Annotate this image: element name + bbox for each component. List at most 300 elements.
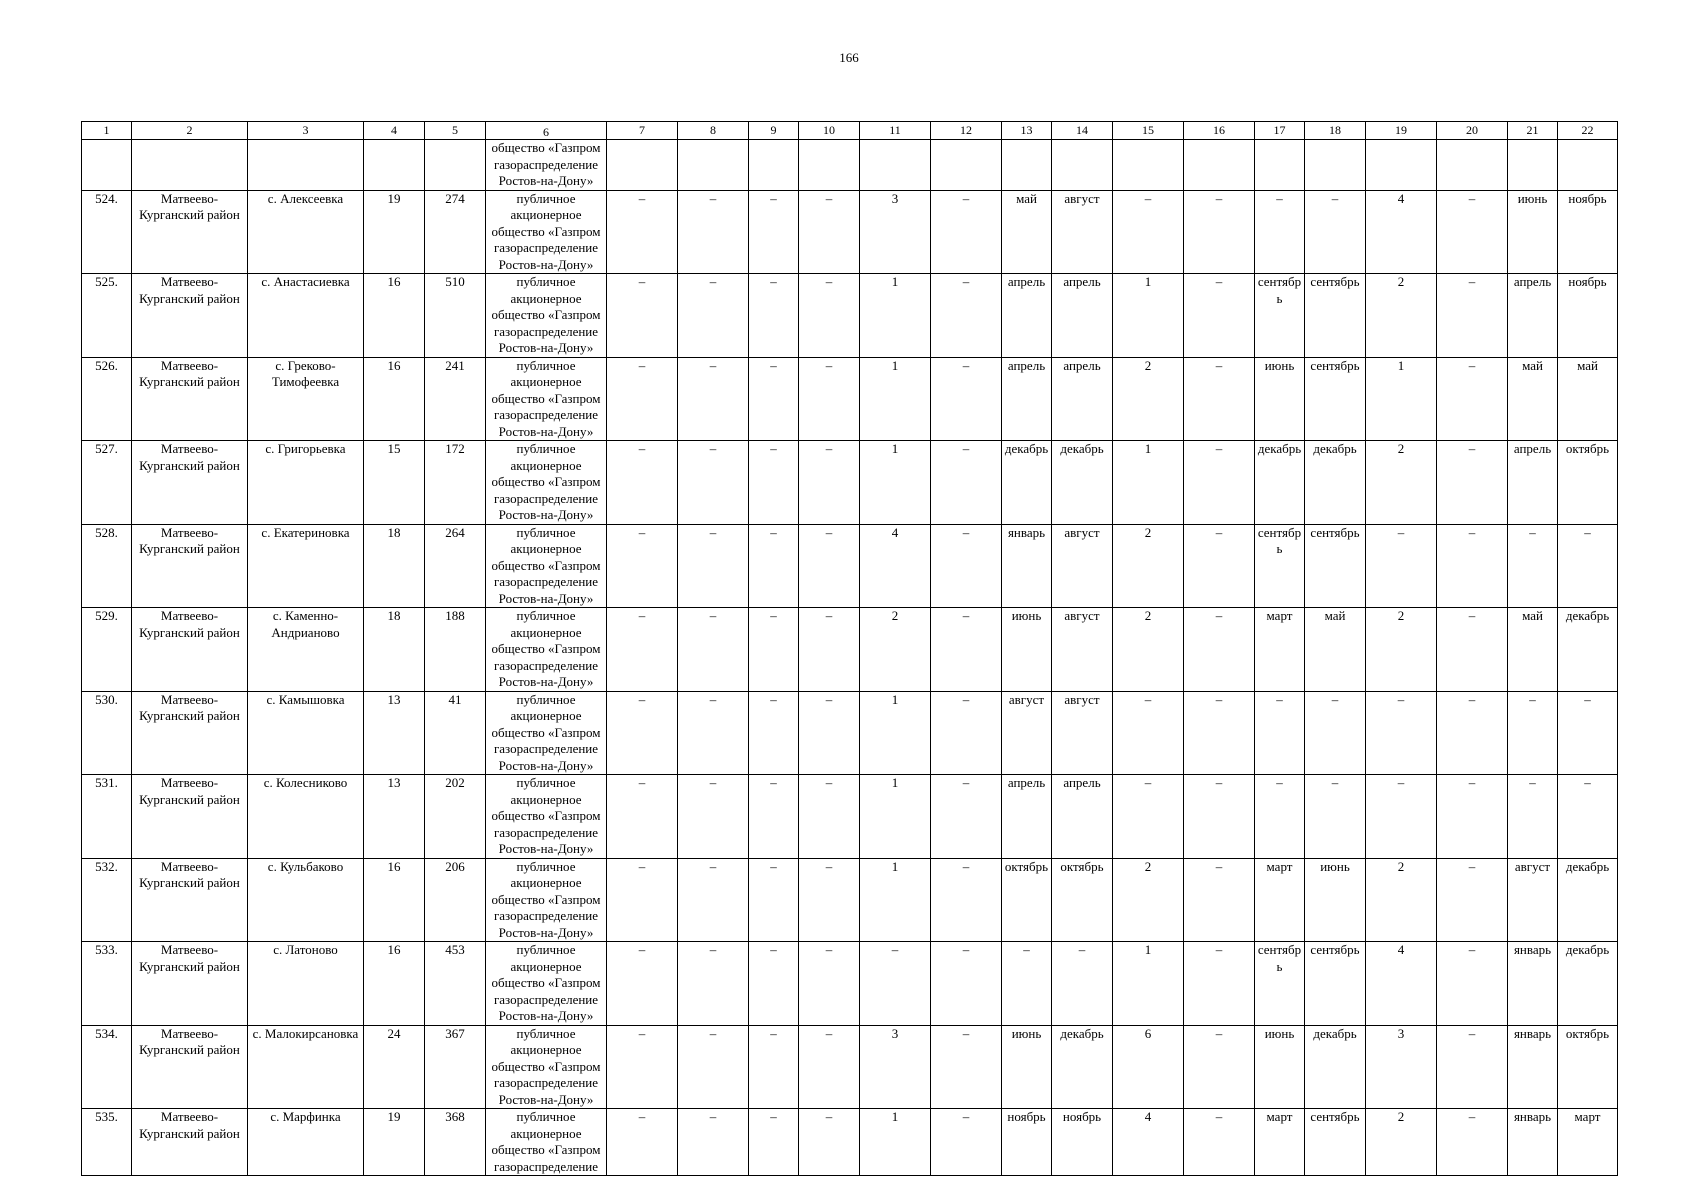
cell-col-22: – [1558, 775, 1618, 859]
cell-col-3: с. Колесниково [248, 775, 364, 859]
column-number-14: 14 [1052, 122, 1113, 140]
cell-col-15: 2 [1113, 608, 1184, 692]
cell-col-19: 2 [1366, 274, 1437, 358]
cell-col-13: апрель [1002, 274, 1052, 358]
cell-col-8 [678, 140, 749, 191]
cell-col-16: – [1184, 691, 1255, 775]
continuation-row [82, 140, 1618, 191]
cell-col-16: – [1184, 274, 1255, 358]
cell-col-9: – [749, 441, 799, 525]
cell-col-18: июнь [1305, 858, 1366, 942]
cell-col-12 [931, 140, 1002, 191]
cell-col-17: июнь [1255, 357, 1305, 441]
cell-col-17: – [1255, 775, 1305, 859]
cell-col-4: 16 [364, 858, 425, 942]
cell-col-22: ноябрь [1558, 274, 1618, 358]
cell-col-5: 264 [425, 524, 486, 608]
cell-col-5: 172 [425, 441, 486, 525]
cell-col-13: апрель [1002, 357, 1052, 441]
cell-col-11: 1 [860, 441, 931, 525]
cell-col-17: март [1255, 608, 1305, 692]
cell-col-19: 4 [1366, 190, 1437, 274]
cell-col-7: – [607, 190, 678, 274]
cell-col-21: январь [1508, 1025, 1558, 1109]
cell-col-7: – [607, 1025, 678, 1109]
cell-col-2: Матвеево-Курганский район [132, 1025, 248, 1109]
cell-col-9: – [749, 942, 799, 1026]
cell-col-7: – [607, 357, 678, 441]
cell-col-10: – [799, 274, 860, 358]
table-row [82, 608, 1618, 692]
cell-col-18: сентябрь [1305, 942, 1366, 1026]
column-number-10: 10 [799, 122, 860, 140]
cell-col-8: – [678, 942, 749, 1026]
cell-col-16: – [1184, 608, 1255, 692]
cell-col-12: – [931, 274, 1002, 358]
cell-col-9 [749, 140, 799, 191]
cell-col-11: 1 [860, 858, 931, 942]
cell-col-15: 1 [1113, 274, 1184, 358]
cell-col-8: – [678, 357, 749, 441]
cell-col-14: ноябрь [1052, 1109, 1113, 1176]
column-number-3: 3 [248, 122, 364, 140]
column-number-17: 17 [1255, 122, 1305, 140]
cell-col-14: – [1052, 942, 1113, 1026]
cell-col-22: октябрь [1558, 1025, 1618, 1109]
cell-col-9: – [749, 274, 799, 358]
cell-col-21: январь [1508, 1109, 1558, 1176]
cell-col-1: 533. [82, 942, 132, 1026]
cell-col-6: публичное акционерное общество «Газпром газораспределение Ростов-на-Дону» [486, 691, 607, 775]
cell-col-11: 1 [860, 1109, 931, 1176]
cell-col-21 [1508, 140, 1558, 191]
cell-col-8: – [678, 858, 749, 942]
cell-col-20: – [1437, 1025, 1508, 1109]
cell-col-14: декабрь [1052, 1025, 1113, 1109]
cell-col-9: – [749, 524, 799, 608]
cell-col-20 [1437, 140, 1508, 191]
column-number-13: 13 [1002, 122, 1052, 140]
cell-col-17: июнь [1255, 1025, 1305, 1109]
table-row [82, 775, 1618, 859]
cell-col-9: – [749, 190, 799, 274]
cell-col-2: Матвеево-Курганский район [132, 190, 248, 274]
cell-col-3: с. Алексеевка [248, 190, 364, 274]
cell-col-7: – [607, 1109, 678, 1176]
cell-col-12: – [931, 691, 1002, 775]
cell-col-12: – [931, 858, 1002, 942]
page-number: 166 [839, 50, 859, 65]
cell-col-8: – [678, 1109, 749, 1176]
cell-col-22: март [1558, 1109, 1618, 1176]
cell-col-18: май [1305, 608, 1366, 692]
cell-col-20: – [1437, 775, 1508, 859]
cell-col-18: сентябрь [1305, 524, 1366, 608]
cell-col-11: 1 [860, 357, 931, 441]
cell-col-13 [1002, 140, 1052, 191]
cell-col-17: – [1255, 691, 1305, 775]
cell-col-5: 206 [425, 858, 486, 942]
cell-col-10: – [799, 1025, 860, 1109]
cell-col-14: апрель [1052, 357, 1113, 441]
cell-col-3: с. Греково-Тимофеевка [248, 357, 364, 441]
column-number-21: 21 [1508, 122, 1558, 140]
cell-col-20: – [1437, 608, 1508, 692]
cell-col-3: с. Латоново [248, 942, 364, 1026]
cell-col-19 [1366, 140, 1437, 191]
cell-col-13: июнь [1002, 1025, 1052, 1109]
cell-col-12: – [931, 190, 1002, 274]
cell-col-6: публичное акционерное общество «Газпром газораспределение Ростов-на-Дону» [486, 274, 607, 358]
cell-col-12: – [931, 524, 1002, 608]
cell-col-18: – [1305, 190, 1366, 274]
cell-col-16: – [1184, 357, 1255, 441]
cell-col-10: – [799, 608, 860, 692]
cell-col-5: 202 [425, 775, 486, 859]
cell-col-4: 13 [364, 691, 425, 775]
column-number-18: 18 [1305, 122, 1366, 140]
cell-col-19: 2 [1366, 441, 1437, 525]
cell-col-2: Матвеево-Курганский район [132, 608, 248, 692]
column-number-11: 11 [860, 122, 931, 140]
cell-col-1: 529. [82, 608, 132, 692]
cell-col-20: – [1437, 1109, 1508, 1176]
cell-col-22: – [1558, 691, 1618, 775]
cell-col-10: – [799, 524, 860, 608]
cell-col-19: 2 [1366, 858, 1437, 942]
cell-col-19: 3 [1366, 1025, 1437, 1109]
table-row [82, 691, 1618, 775]
column-number-9: 9 [749, 122, 799, 140]
cell-col-8: – [678, 775, 749, 859]
cell-col-8: – [678, 274, 749, 358]
cell-col-2: Матвеево-Курганский район [132, 775, 248, 859]
cell-col-5: 368 [425, 1109, 486, 1176]
cell-col-5: 41 [425, 691, 486, 775]
cell-col-21: – [1508, 775, 1558, 859]
column-number-header-row [82, 122, 1618, 140]
cell-col-16: – [1184, 942, 1255, 1026]
cell-col-4: 16 [364, 942, 425, 1026]
cell-col-6: публичное акционерное общество «Газпром газораспределение Ростов-на-Дону» [486, 190, 607, 274]
cell-col-21: май [1508, 357, 1558, 441]
cell-col-20: – [1437, 274, 1508, 358]
cell-col-2: Матвеево-Курганский район [132, 357, 248, 441]
cell-col-21: май [1508, 608, 1558, 692]
table-row [82, 441, 1618, 525]
cell-col-13: апрель [1002, 775, 1052, 859]
cell-col-15: 2 [1113, 524, 1184, 608]
cell-col-21: август [1508, 858, 1558, 942]
cell-col-4 [364, 140, 425, 191]
cell-col-1: 527. [82, 441, 132, 525]
cell-col-21: январь [1508, 942, 1558, 1026]
cell-col-18: сентябрь [1305, 357, 1366, 441]
cell-col-11: 4 [860, 524, 931, 608]
cell-col-16: – [1184, 441, 1255, 525]
cell-col-15: – [1113, 190, 1184, 274]
cell-col-2: Матвеево-Курганский район [132, 1109, 248, 1176]
cell-col-12: – [931, 775, 1002, 859]
cell-col-11: 1 [860, 775, 931, 859]
cell-col-5: 274 [425, 190, 486, 274]
cell-col-2 [132, 140, 248, 191]
cell-col-8: – [678, 608, 749, 692]
cell-col-5: 510 [425, 274, 486, 358]
cell-col-19: 2 [1366, 1109, 1437, 1176]
cell-col-9: – [749, 858, 799, 942]
cell-col-1: 531. [82, 775, 132, 859]
cell-col-12: – [931, 608, 1002, 692]
cell-col-16: – [1184, 1109, 1255, 1176]
cell-col-22: – [1558, 524, 1618, 608]
cell-col-18: декабрь [1305, 1025, 1366, 1109]
cell-col-1: 525. [82, 274, 132, 358]
cell-col-20: – [1437, 441, 1508, 525]
cell-col-4: 16 [364, 274, 425, 358]
cell-col-18 [1305, 140, 1366, 191]
cell-col-9: – [749, 691, 799, 775]
cell-col-4: 24 [364, 1025, 425, 1109]
cell-col-20: – [1437, 942, 1508, 1026]
cell-col-9: – [749, 1109, 799, 1176]
gasification-schedule-table [81, 121, 1618, 1176]
cell-col-7: – [607, 691, 678, 775]
column-number-20: 20 [1437, 122, 1508, 140]
cell-col-5: 367 [425, 1025, 486, 1109]
cell-col-15: 1 [1113, 441, 1184, 525]
cell-col-6: публичное акционерное общество «Газпром газораспределение [486, 1109, 607, 1176]
cell-col-7: – [607, 524, 678, 608]
cell-col-10: – [799, 942, 860, 1026]
cell-col-1: 528. [82, 524, 132, 608]
cell-col-8: – [678, 441, 749, 525]
cell-col-13: – [1002, 942, 1052, 1026]
cell-col-21: апрель [1508, 274, 1558, 358]
cell-col-3: с. Каменно-Андрианово [248, 608, 364, 692]
cell-col-10: – [799, 691, 860, 775]
cell-col-14: апрель [1052, 274, 1113, 358]
cell-col-15: 1 [1113, 942, 1184, 1026]
cell-col-17: сентябрь [1255, 274, 1305, 358]
cell-col-1: 535. [82, 1109, 132, 1176]
cell-col-9: – [749, 775, 799, 859]
cell-col-15: 6 [1113, 1025, 1184, 1109]
cell-col-4: 13 [364, 775, 425, 859]
cell-col-3: с. Григорьевка [248, 441, 364, 525]
cell-col-11: 3 [860, 1025, 931, 1109]
cell-col-21: июнь [1508, 190, 1558, 274]
cell-col-16: – [1184, 1025, 1255, 1109]
cell-col-19: – [1366, 524, 1437, 608]
cell-col-16: – [1184, 858, 1255, 942]
cell-col-15: – [1113, 775, 1184, 859]
cell-col-17: декабрь [1255, 441, 1305, 525]
cell-col-11: 3 [860, 190, 931, 274]
cell-col-8: – [678, 524, 749, 608]
cell-col-22 [1558, 140, 1618, 191]
cell-col-17: сентябрь [1255, 942, 1305, 1026]
cell-col-2: Матвеево-Курганский район [132, 691, 248, 775]
column-number-19: 19 [1366, 122, 1437, 140]
table-row [82, 1025, 1618, 1109]
cell-col-1: 530. [82, 691, 132, 775]
cell-col-7: – [607, 942, 678, 1026]
cell-col-9: – [749, 608, 799, 692]
table-row [82, 858, 1618, 942]
cell-col-5: 188 [425, 608, 486, 692]
cell-col-6: публичное акционерное общество «Газпром газораспределение Ростов-на-Дону» [486, 858, 607, 942]
cell-col-20: – [1437, 190, 1508, 274]
table-row [82, 524, 1618, 608]
column-number-16: 16 [1184, 122, 1255, 140]
cell-col-12: – [931, 1025, 1002, 1109]
cell-col-7 [607, 140, 678, 191]
cell-col-7: – [607, 858, 678, 942]
cell-col-4: 19 [364, 1109, 425, 1176]
cell-col-22: октябрь [1558, 441, 1618, 525]
column-number-12: 12 [931, 122, 1002, 140]
column-number-1: 1 [82, 122, 132, 140]
cell-col-19: – [1366, 691, 1437, 775]
cell-col-10: – [799, 1109, 860, 1176]
cell-col-18: – [1305, 775, 1366, 859]
cell-col-22: декабрь [1558, 858, 1618, 942]
cell-col-20: – [1437, 858, 1508, 942]
cell-col-14: август [1052, 691, 1113, 775]
cell-col-15: 2 [1113, 357, 1184, 441]
cell-col-17: сентябрь [1255, 524, 1305, 608]
cell-col-5 [425, 140, 486, 191]
cell-col-14: август [1052, 190, 1113, 274]
cell-col-8: – [678, 190, 749, 274]
cell-col-20: – [1437, 357, 1508, 441]
cell-col-5: 453 [425, 942, 486, 1026]
column-number-4: 4 [364, 122, 425, 140]
cell-col-17 [1255, 140, 1305, 191]
cell-col-15: 4 [1113, 1109, 1184, 1176]
cell-col-13: январь [1002, 524, 1052, 608]
cell-col-14: август [1052, 608, 1113, 692]
cell-col-11: 1 [860, 274, 931, 358]
cell-col-16: – [1184, 190, 1255, 274]
cell-col-6: общество «Газпром газораспределение Ростов-на-Дону» [486, 140, 607, 191]
cell-col-6: публичное акционерное общество «Газпром газораспределение Ростов-на-Дону» [486, 524, 607, 608]
table-row [82, 274, 1618, 358]
cell-col-11: 2 [860, 608, 931, 692]
cell-col-3: с. Екатериновка [248, 524, 364, 608]
cell-col-17: март [1255, 858, 1305, 942]
cell-col-3: с. Малокирсановка [248, 1025, 364, 1109]
cell-col-11 [860, 140, 931, 191]
cell-col-3 [248, 140, 364, 191]
cell-col-4: 18 [364, 608, 425, 692]
cell-col-19: 1 [1366, 357, 1437, 441]
cell-col-14: декабрь [1052, 441, 1113, 525]
column-number-22: 22 [1558, 122, 1618, 140]
cell-col-5: 241 [425, 357, 486, 441]
cell-col-13: июнь [1002, 608, 1052, 692]
cell-col-6: публичное акционерное общество «Газпром газораспределение Ростов-на-Дону» [486, 942, 607, 1026]
cell-col-4: 15 [364, 441, 425, 525]
table-row [82, 357, 1618, 441]
cell-col-2: Матвеево-Курганский район [132, 441, 248, 525]
cell-col-2: Матвеево-Курганский район [132, 524, 248, 608]
cell-col-11: 1 [860, 691, 931, 775]
cell-col-2: Матвеево-Курганский район [132, 274, 248, 358]
column-number-6: 6 [486, 122, 607, 140]
cell-col-3: с. Камышовка [248, 691, 364, 775]
cell-col-1 [82, 140, 132, 191]
cell-col-4: 16 [364, 357, 425, 441]
cell-col-16: – [1184, 524, 1255, 608]
cell-col-12: – [931, 1109, 1002, 1176]
cell-col-13: ноябрь [1002, 1109, 1052, 1176]
column-number-2: 2 [132, 122, 248, 140]
cell-col-21: – [1508, 691, 1558, 775]
cell-col-18: – [1305, 691, 1366, 775]
cell-col-17: март [1255, 1109, 1305, 1176]
cell-col-12: – [931, 942, 1002, 1026]
cell-col-22: декабрь [1558, 942, 1618, 1026]
cell-col-20: – [1437, 524, 1508, 608]
cell-col-16: – [1184, 775, 1255, 859]
cell-col-16 [1184, 140, 1255, 191]
cell-col-14: август [1052, 524, 1113, 608]
column-number-8: 8 [678, 122, 749, 140]
cell-col-1: 534. [82, 1025, 132, 1109]
cell-col-19: 4 [1366, 942, 1437, 1026]
cell-col-10: – [799, 357, 860, 441]
cell-col-10: – [799, 858, 860, 942]
column-number-7: 7 [607, 122, 678, 140]
cell-col-6: публичное акционерное общество «Газпром газораспределение Ростов-на-Дону» [486, 608, 607, 692]
cell-col-4: 18 [364, 524, 425, 608]
cell-col-7: – [607, 441, 678, 525]
cell-col-13: декабрь [1002, 441, 1052, 525]
cell-col-9: – [749, 357, 799, 441]
cell-col-15: 2 [1113, 858, 1184, 942]
cell-col-17: – [1255, 190, 1305, 274]
cell-col-22: декабрь [1558, 608, 1618, 692]
cell-col-1: 524. [82, 190, 132, 274]
cell-col-3: с. Анастасиевка [248, 274, 364, 358]
cell-col-2: Матвеево-Курганский район [132, 858, 248, 942]
cell-col-6: публичное акционерное общество «Газпром газораспределение Ростов-на-Дону» [486, 357, 607, 441]
cell-col-14: апрель [1052, 775, 1113, 859]
cell-col-9: – [749, 1025, 799, 1109]
cell-col-6: публичное акционерное общество «Газпром газораспределение Ростов-на-Дону» [486, 775, 607, 859]
cell-col-20: – [1437, 691, 1508, 775]
cell-col-15: – [1113, 691, 1184, 775]
cell-col-3: с. Марфинка [248, 1109, 364, 1176]
cell-col-18: сентябрь [1305, 274, 1366, 358]
cell-col-3: с. Кульбаково [248, 858, 364, 942]
column-number-15: 15 [1113, 122, 1184, 140]
cell-col-22: ноябрь [1558, 190, 1618, 274]
cell-col-8: – [678, 691, 749, 775]
cell-col-2: Матвеево-Курганский район [132, 942, 248, 1026]
cell-col-14 [1052, 140, 1113, 191]
cell-col-1: 526. [82, 357, 132, 441]
cell-col-6: публичное акционерное общество «Газпром газораспределение Ростов-на-Дону» [486, 1025, 607, 1109]
cell-col-18: декабрь [1305, 441, 1366, 525]
cell-col-21: – [1508, 524, 1558, 608]
table-row [82, 1109, 1618, 1176]
cell-col-18: сентябрь [1305, 1109, 1366, 1176]
cell-col-14: октябрь [1052, 858, 1113, 942]
cell-col-8: – [678, 1025, 749, 1109]
